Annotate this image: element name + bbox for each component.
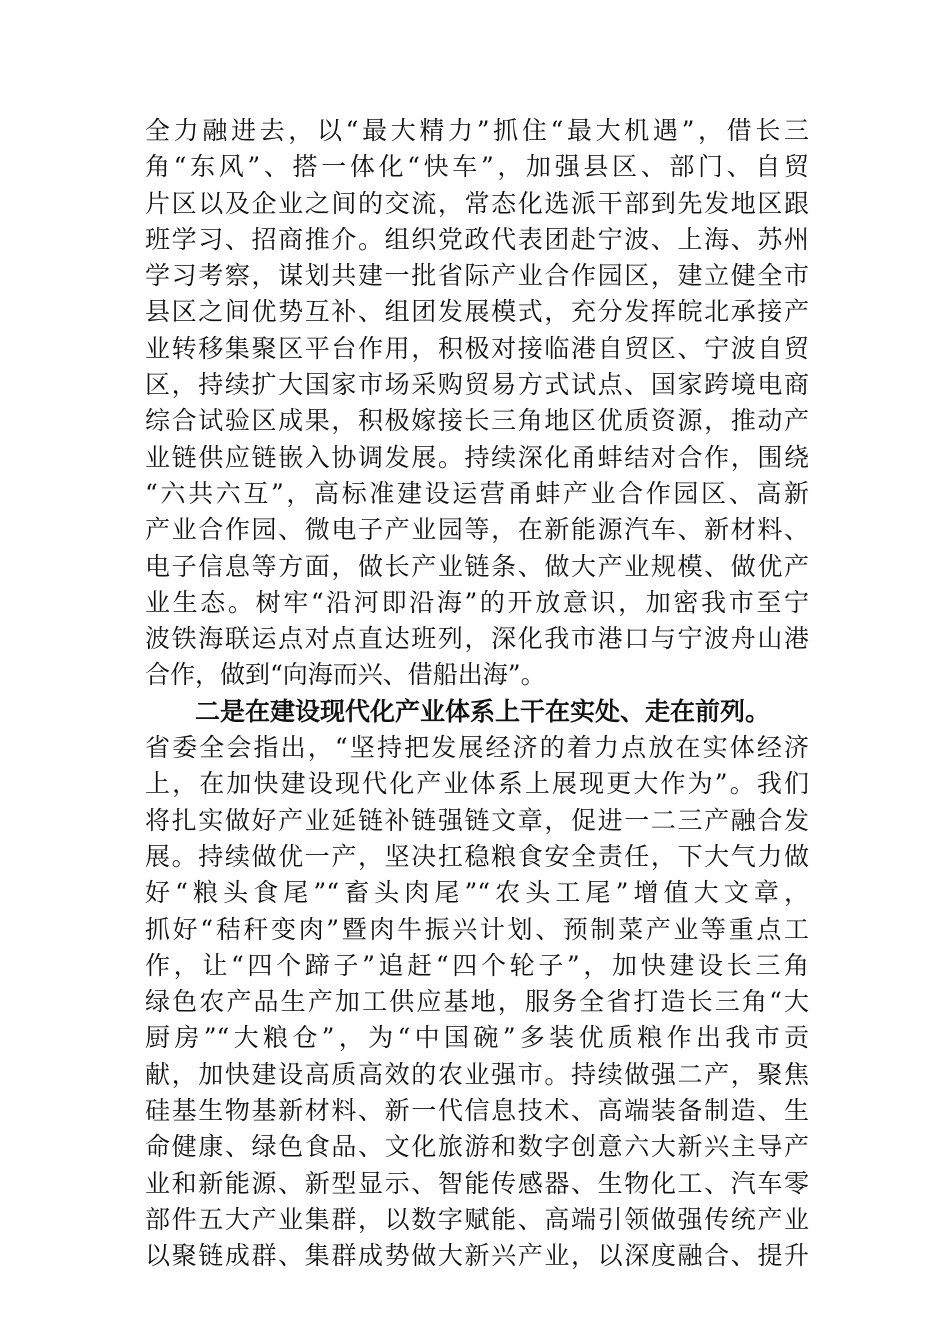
text-line: 电子信息等方面，做长产业链条、做大产业规模、做优产 (145, 551, 809, 581)
text-line: 绿色农产品生产加工供应基地，服务全省打造长三角“大 (145, 987, 809, 1017)
text-line: 命健康、绿色食品、文化旅游和数字创意六大新兴主导产 (145, 1132, 809, 1162)
text-line: 全力融进去，以“最大精力”抓住“最大机遇”，借长三 (145, 116, 809, 145)
text-line: 献，加快建设高质高效的农业强市。持续做强二产，聚焦 (145, 1059, 809, 1089)
text-line: 作，让“四个蹄子”追赶“四个轮子”，加快建设长三角 (145, 950, 809, 980)
text-line: 波铁海联运点对点直达班列，深化我市港口与宁波舟山港 (145, 624, 809, 654)
text-line: 业和新能源、新型显示、智能传感器、生物化工、汽车零 (145, 1168, 809, 1198)
text-line: 上，在加快建设现代化产业体系上展现更大作为”。我们 (145, 769, 809, 799)
text-line: 产业合作园、微电子产业园等，在新能源汽车、新材料、 (145, 515, 809, 545)
text-line: 业转移集聚区平台作用，积极对接临港自贸区、宁波自贸 (145, 333, 809, 363)
body-text (145, 113, 809, 1275)
text-line: 硅基生物基新材料、新一代信息技术、高端装备制造、生 (145, 1096, 809, 1126)
text-line: 省委全会指出，“坚持把发展经济的着力点放在实体经济 (145, 733, 809, 763)
text-line: 抓好“秸秆变肉”暨肉牛振兴计划、预制菜产业等重点工 (145, 914, 809, 944)
text-line: 部件五大产业集群，以数字赋能、高端引领做强传统产业 (145, 1204, 809, 1234)
text-line: 展。持续做优一产，坚决扛稳粮食安全责任，下大气力做 (145, 841, 809, 871)
text-line: 业链供应链嵌入协调发展。持续深化甬蚌结对合作，围绕 (145, 442, 809, 472)
text-line: 县区之间优势互补、组团发展模式，充分发挥皖北承接产 (145, 297, 809, 327)
text-line: 综合试验区成果，积极嫁接长三角地区优质资源，推动产 (145, 406, 809, 436)
text-line: 学习考察，谋划共建一批省际产业合作园区，建立健全市 (145, 261, 809, 291)
text-line: 片区以及企业之间的交流，常态化选派干部到先发地区跟 (145, 188, 809, 218)
text-line: 业生态。树牢“沿河即沿海”的开放意识，加密我市至宁 (145, 587, 809, 617)
text-line: 区，持续扩大国家市场采购贸易方式试点、国家跨境电商 (145, 370, 809, 400)
text-line: “六共六互”，高标准建设运营甬蚌产业合作园区、高新 (145, 478, 809, 508)
paragraph-end-line: 合作，做到“向海而兴、借船出海”。 (145, 660, 546, 690)
text-line: 班学习、招商推介。组织党政代表团赴宁波、上海、苏州 (145, 224, 809, 254)
text-line: 角“东风”、搭一体化“快车”，加强县区、部门、自贸 (145, 152, 809, 182)
section-heading: 二是在建设现代化产业体系上干在实处、走在前列。 (195, 696, 771, 726)
text-line: 以聚链成群、集群成势做大新兴产业，以深度融合、提升 (145, 1241, 809, 1271)
text-line: 好“粮头食尾”“畜头肉尾”“农头工尾”增值大文章， (145, 878, 809, 908)
text-line: 将扎实做好产业延链补链强链文章，促进一二三产融合发 (145, 805, 809, 835)
text-line: 厨房”“大粮仓”，为“中国碗”多装优质粮作出我市贡 (145, 1023, 809, 1053)
